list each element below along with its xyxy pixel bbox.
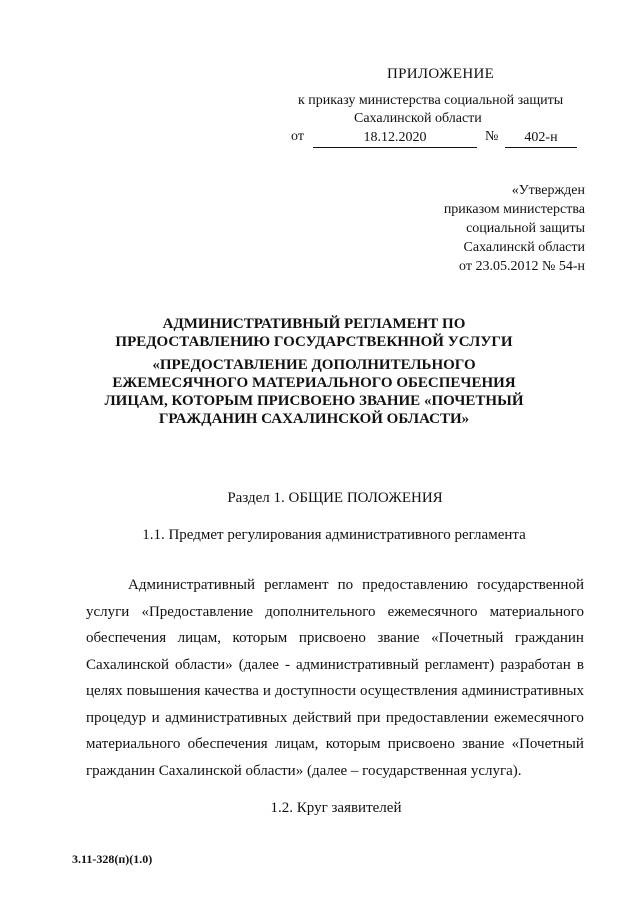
approved-block [365,181,585,276]
word: ежемесячного [387,603,478,620]
subsection-title: 1.2. Круг заявителей [270,800,402,816]
paragraph-line [86,652,584,679]
title-line: ЛИЦАМ, КОТОРЫМ ПРИСВОЕНО ЗВАНИЕ «ПОЧЕТНЫЙ [104,393,524,409]
word: звание [377,630,420,646]
paragraph-line [86,599,584,626]
number-label: № [485,129,499,144]
subsection-title: 1.1. Предмет регулирования административного регламента [142,527,526,543]
title-line: ПРЕДОСТАВЛЕНИЮ ГОСУДАРСТВЕКННОЙ УСЛУГИ [115,334,513,350]
word: материального [86,736,181,752]
word: административных [461,683,584,699]
approved-line: Сахалинскй области [463,240,585,255]
word: регламент) [424,656,495,673]
word: повышения [126,683,201,699]
word: разработан [500,656,571,673]
service-title [60,356,568,428]
word: «Предоставление [141,603,254,620]
appendix-title: ПРИЛОЖЕНИЕ [387,66,495,82]
paragraph-line [86,678,584,705]
approved-line: социальной защиты [466,221,585,236]
appendix-order-line: к приказу министерства социальной защиты [298,93,564,108]
word: (далее [238,656,279,673]
order-number: 402-н [505,129,577,148]
word: обеспечения [86,630,167,646]
word: административных [165,709,288,726]
word: обеспечения [187,736,268,752]
word: «Почетный [431,630,504,646]
paragraph [86,572,584,784]
paragraph-line [86,572,584,599]
word: которым [232,630,288,646]
word: услуги [86,603,130,620]
word: регламент [264,577,329,593]
paragraph-line [86,625,584,652]
word: «Почетный [511,736,584,752]
paragraph-line [86,705,584,732]
word: и [151,709,160,726]
document-code: 3.11-328(п)(1.0) [72,852,153,866]
approved-line: приказом министерства [443,202,585,217]
word: материального [489,603,584,620]
order-date: 18.12.2020 [313,129,477,148]
word: в [576,656,584,673]
word: которым [325,736,381,752]
word: присвоено [298,630,366,646]
section-title: Раздел 1. ОБЩИЕ ПОЛОЖЕНИЯ [227,490,443,506]
word: дополнительного [265,603,376,620]
word: лицам, [177,630,222,646]
word: действий [292,709,352,726]
word: административный [295,656,419,673]
word: и [262,683,271,699]
word: Административный [128,577,256,593]
word: гражданин [514,630,584,646]
word: ежемесячного [494,709,584,726]
word: присвоено [387,736,455,752]
word: при [356,709,381,726]
word: предоставлении [385,709,489,726]
word: - [284,656,290,673]
word: звание [462,736,505,752]
title-line: ЕЖЕМЕСЯЧНОГО МАТЕРИАЛЬНОГО ОБЕСПЕЧЕНИЯ [112,375,516,391]
word: предоставлению [362,577,469,593]
approved-line: от 23.05.2012 № 54-н [459,259,585,274]
title-line: «ПРЕДОСТАВЛЕНИЕ ДОПОЛНИТЕЛЬНОГО [152,357,476,373]
word: процедур [86,709,147,726]
title-line: ГРАЖДАНИН САХАЛИНСКОЙ ОБЛАСТИ» [158,411,470,427]
word: лицам, [274,736,319,752]
word: осуществления [360,683,458,699]
word: целях [86,683,123,699]
appendix-region-line: Сахалинской области [354,111,482,126]
word: Сахалинской [86,656,170,673]
word: государственной [477,577,584,593]
title-line: АДМИНИСТРАТИВНЫЙ РЕГЛАМЕНТ ПО [162,316,466,332]
approved-line: «Утвержден [511,183,585,198]
document-title [60,315,568,351]
paragraph-line: гражданин Сахалинской области» (далее – государственная услуга). [86,762,522,779]
from-label: от [291,129,304,144]
word: по [337,577,354,593]
word: доступности [274,683,357,699]
word: качества [204,683,259,699]
paragraph-line [86,731,584,758]
order-date-line [291,129,591,149]
word: области» [175,656,233,673]
